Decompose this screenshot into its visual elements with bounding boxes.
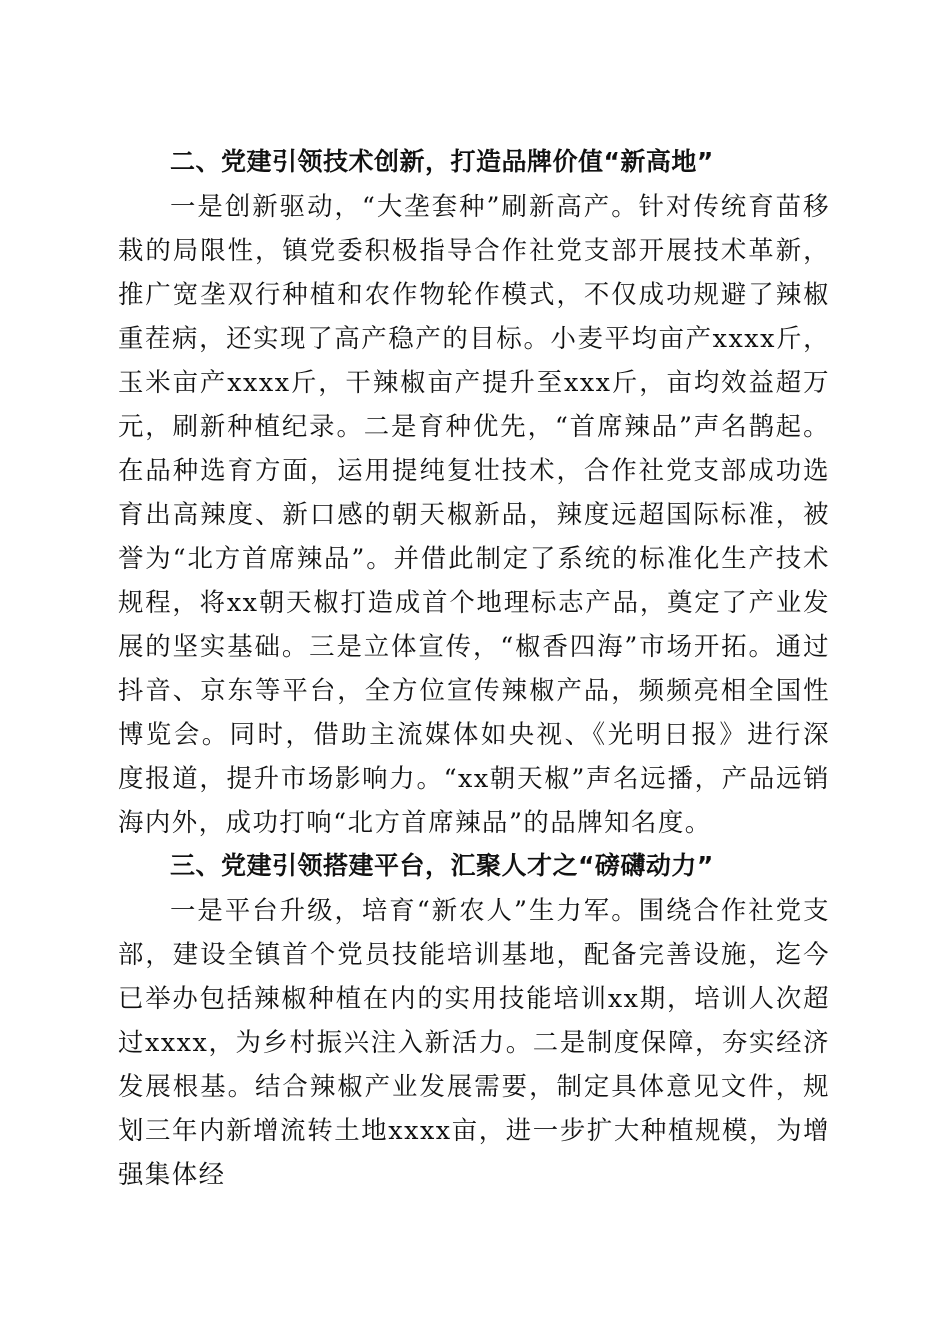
section-heading-tech-innovation: 二、党建引领技术创新，打造品牌价值“新高地” [170, 147, 714, 176]
section-heading-talent-platform: 三、党建引领搭建平台，汇聚人才之“磅礴动力” [170, 851, 714, 880]
document-body [118, 140, 830, 1189]
section-paragraph-talent-platform: 一是平台升级，培育“新农人”生力军。围绕合作社党支部，建设全镇首个党员技能培训基地，配备完善设施，迄今已举办包括辣椒种植在内的实用技能培训xx期，培训人次超过xxxx，为乡村振兴注入新活力。二是制度保障，夯实经济发展根基。结合辣椒产业发展需要，制定具体意见文件，规划三年内新增流转土地xxxx亩，进一步扩大种植规模，为增强集体经 [118, 895, 830, 1189]
section-paragraph-tech-innovation: 一是创新驱动，“大垄套种”刷新高产。针对传统育苗移栽的局限性，镇党委积极指导合作社党支部开展技术革新，推广宽垄双行种植和农作物轮作模式，不仅成功规避了辣椒重茬病，还实现了高产稳产的目标。小麦平均亩产xxxx斤，玉米亩产xxxx斤，干辣椒亩产提升至xxx斤，亩均效益超万元，刷新种植纪录。二是育种优先，“首席辣品”声名鹊起。在品种选育方面，运用提纯复壮技术，合作社党支部成功选育出高辣度、新口感的朝天椒新品，辣度远超国际标准，被誉为“北方首席辣品”。并借此制定了系统的标准化生产技术规程，将xx朝天椒打造成首个地理标志产品，奠定了产业发展的坚实基础。三是立体宣传，“椒香四海”市场开拓。通过抖音、京东等平台，全方位宣传辣椒产品，频频亮相全国性博览会。同时，借助主流媒体如央视、《光明日报》进行深度报道，提升市场影响力。“xx朝天椒”声名远播，产品远销海内外，成功打响“北方首席辣品”的品牌知名度。 [118, 191, 830, 837]
